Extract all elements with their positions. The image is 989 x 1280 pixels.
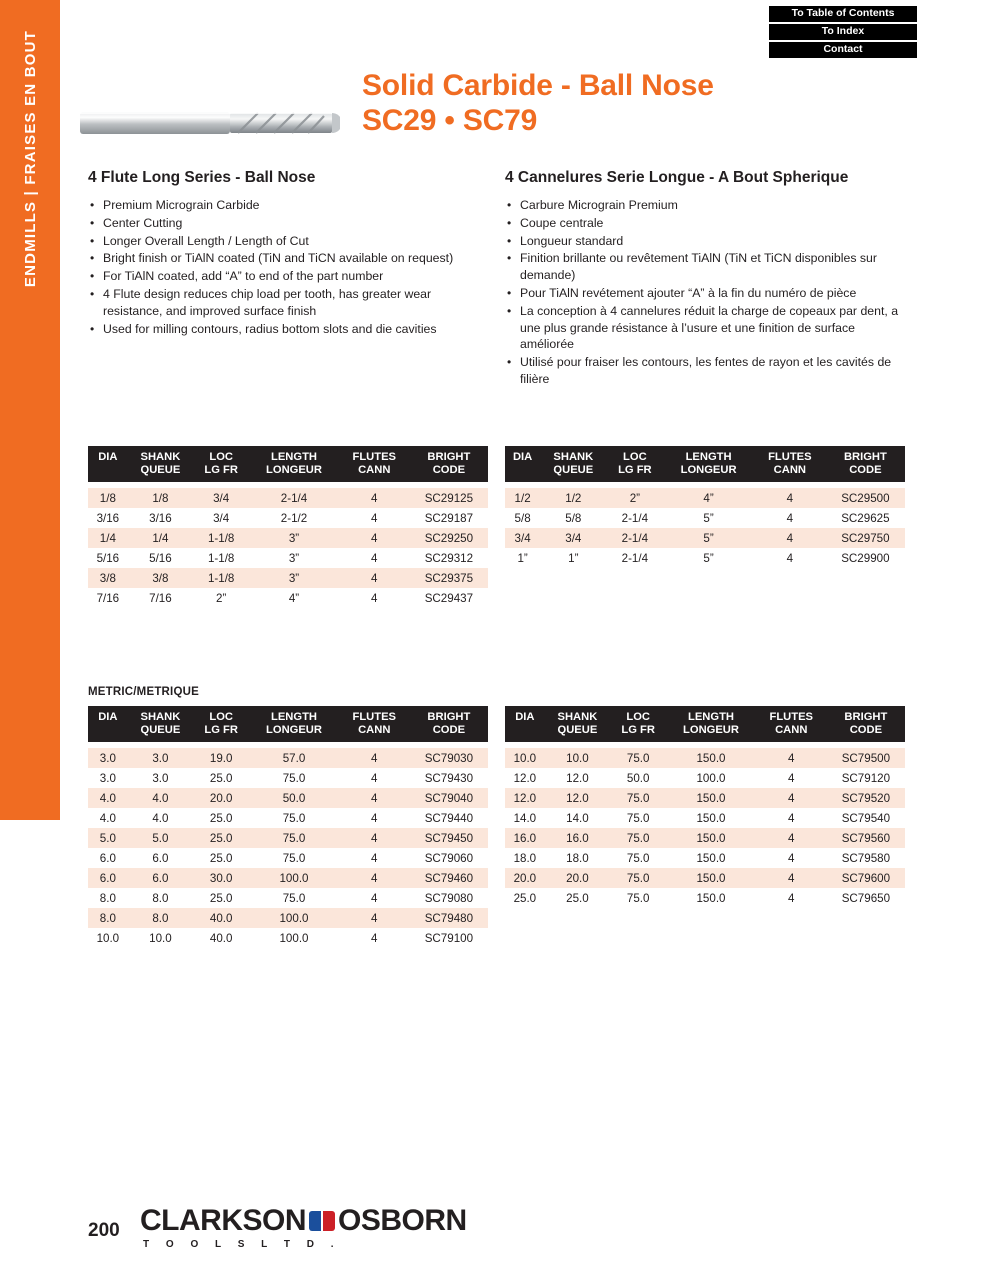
table-cell: 4 bbox=[339, 528, 410, 548]
table-cell: 20.0 bbox=[193, 788, 249, 808]
metric-table-left bbox=[88, 706, 488, 948]
column-header: DIA bbox=[88, 706, 128, 742]
list-item: • Pour TiAlN revétement ajouter “A” à la fin du numéro de pièce bbox=[505, 285, 905, 302]
table-row bbox=[88, 508, 488, 528]
list-item: • Carbure Micrograin Premium bbox=[505, 197, 905, 214]
ball-nose-endmill-photo bbox=[80, 100, 340, 146]
list-item: • Finition brillante ou revêtement TiAlN (TiN et TiCN disponibles sur demande) bbox=[505, 250, 905, 284]
table-cell: 57.0 bbox=[249, 748, 339, 768]
table-cell: 1/4 bbox=[128, 528, 193, 548]
table-cell: 16.0 bbox=[545, 828, 610, 848]
table-cell: 2” bbox=[606, 488, 663, 508]
table-cell: 150.0 bbox=[666, 828, 756, 848]
table-cell: 4 bbox=[788, 851, 795, 865]
table-cell: 4.0 bbox=[152, 811, 169, 825]
table-cell: 75.0 bbox=[282, 771, 306, 785]
table-cell: 10.0 bbox=[96, 931, 120, 945]
table-cell: 10.0 bbox=[149, 931, 172, 945]
table-row bbox=[88, 768, 488, 788]
table-cell: 150.0 bbox=[666, 748, 756, 768]
page-number: 200 bbox=[88, 1220, 120, 1241]
table-cell: 8.0 bbox=[88, 908, 128, 928]
column-header: SHANK QUEUE bbox=[128, 446, 193, 482]
table-header-row bbox=[505, 446, 905, 482]
table-cell: 8.0 bbox=[152, 891, 169, 905]
table-cell: SC79060 bbox=[424, 851, 474, 865]
table-row bbox=[88, 848, 488, 868]
table-cell: 4 bbox=[371, 931, 378, 945]
table-cell: 75.0 bbox=[610, 788, 666, 808]
table-cell: 4 bbox=[339, 568, 410, 588]
table-cell: 100.0 bbox=[249, 868, 339, 888]
table-cell: 75.0 bbox=[626, 851, 650, 865]
table-cell: 25.0 bbox=[513, 891, 537, 905]
table-cell: 18.0 bbox=[513, 851, 537, 865]
table-cell: 1-1/8 bbox=[193, 568, 249, 588]
nav-to-table-of-contents[interactable]: To Table of Contents bbox=[769, 6, 917, 22]
table-cell: 5/16 bbox=[96, 551, 120, 565]
table-cell: 7/16 bbox=[149, 591, 172, 605]
table-cell: 4 bbox=[371, 851, 378, 865]
table-row bbox=[88, 488, 488, 508]
table-cell: 3/4 bbox=[213, 511, 230, 525]
table-row bbox=[88, 568, 488, 588]
logo-text-right: OSBORN bbox=[338, 1204, 467, 1237]
table-cell: 3/4 bbox=[505, 528, 540, 548]
table-row bbox=[505, 488, 905, 508]
table-cell: 2-1/4 bbox=[621, 511, 649, 525]
english-description-column bbox=[88, 168, 488, 338]
table-row bbox=[505, 868, 905, 888]
table-cell: 25.0 bbox=[209, 811, 233, 825]
table-row bbox=[88, 588, 488, 608]
column-header: FLUTES CANN bbox=[754, 446, 826, 482]
table-cell: 75.0 bbox=[610, 828, 666, 848]
table-cell: SC79460 bbox=[410, 868, 488, 888]
column-header: LENGTH LONGEUR bbox=[663, 446, 754, 482]
table-cell: 40.0 bbox=[209, 931, 233, 945]
table-cell: 75.0 bbox=[610, 748, 666, 768]
table-cell: SC79500 bbox=[827, 748, 905, 768]
table-cell: 4 bbox=[371, 771, 378, 785]
table-cell: 100.0 bbox=[279, 931, 309, 945]
table-row bbox=[505, 748, 905, 768]
table-cell: 25.0 bbox=[209, 771, 233, 785]
table-cell: 2-1/2 bbox=[280, 511, 308, 525]
nav-to-index[interactable]: To Index bbox=[769, 24, 917, 40]
french-bullet-list bbox=[505, 197, 905, 388]
table-cell: 4 bbox=[339, 748, 410, 768]
table-cell: SC29312 bbox=[424, 551, 474, 565]
column-header: FLUTES CANN bbox=[339, 446, 410, 482]
table-cell: 6.0 bbox=[99, 851, 116, 865]
table-row bbox=[88, 928, 488, 948]
column-header: LOC LG FR bbox=[193, 706, 249, 742]
table-row bbox=[88, 528, 488, 548]
table-cell: 19.0 bbox=[193, 748, 249, 768]
english-bullet-list bbox=[88, 197, 488, 337]
table-cell: SC79520 bbox=[827, 788, 905, 808]
table-cell: 3” bbox=[249, 528, 339, 548]
table-cell: 3.0 bbox=[99, 771, 116, 785]
table-cell: 4 bbox=[339, 908, 410, 928]
table-row bbox=[505, 788, 905, 808]
top-navigation bbox=[769, 6, 917, 58]
list-item: • La conception à 4 cannelures réduit la charge de copeaux par dent, a une plus grande résistance à l’usure et une finition de surface améliorée bbox=[505, 303, 905, 353]
table-row bbox=[88, 868, 488, 888]
table-cell: SC29375 bbox=[410, 568, 488, 588]
table-cell: 4 bbox=[371, 591, 378, 605]
list-item: • Utilisé pour fraiser les contours, les fentes de rayon et les cavités de filière bbox=[505, 354, 905, 388]
table-cell: 25.0 bbox=[209, 891, 233, 905]
column-header: LENGTH LONGEUR bbox=[666, 706, 756, 742]
table-cell: 150.0 bbox=[666, 868, 756, 888]
table-header-row bbox=[88, 706, 488, 742]
column-header: SHANK QUEUE bbox=[545, 706, 610, 742]
table-cell: 4.0 bbox=[88, 788, 128, 808]
table-cell: 1/2 bbox=[540, 488, 606, 508]
page-title-line2: SC29 • SC79 bbox=[362, 104, 538, 137]
table-cell: 6.0 bbox=[88, 868, 128, 888]
table-cell: 1-1/8 bbox=[207, 551, 235, 565]
table-cell: 5” bbox=[663, 528, 754, 548]
column-header: LENGTH LONGEUR bbox=[249, 446, 339, 482]
table-cell: 14.0 bbox=[566, 811, 589, 825]
table-cell: 4 bbox=[754, 488, 826, 508]
table-cell: 12.0 bbox=[505, 788, 545, 808]
metric-table-right bbox=[505, 706, 905, 908]
table-cell: 4 bbox=[756, 748, 827, 768]
table-cell: 150.0 bbox=[696, 851, 726, 865]
table-row bbox=[505, 768, 905, 788]
table-cell: 6.0 bbox=[152, 851, 169, 865]
table-header-row bbox=[505, 706, 905, 742]
page-title bbox=[362, 68, 714, 138]
table-cell: 5/8 bbox=[565, 511, 582, 525]
table-row bbox=[88, 808, 488, 828]
list-item: • Premium Micrograin Carbide bbox=[88, 197, 488, 214]
table-cell: 4 bbox=[754, 528, 826, 548]
table-cell: 50.0 bbox=[626, 771, 650, 785]
table-cell: 10.0 bbox=[505, 748, 545, 768]
table-cell: 3/4 bbox=[540, 528, 606, 548]
column-header: DIA bbox=[88, 446, 128, 482]
table-cell: 4 bbox=[339, 788, 410, 808]
table-cell: SC79650 bbox=[841, 891, 891, 905]
column-header: SHANK QUEUE bbox=[128, 706, 193, 742]
table-cell: 5/8 bbox=[514, 511, 531, 525]
table-cell: 3/8 bbox=[88, 568, 128, 588]
list-item: • 4 Flute design reduces chip load per tooth, has greater wear resistance, and improved surface finish bbox=[88, 286, 488, 320]
table-cell: 6.0 bbox=[128, 868, 193, 888]
table-cell: 5” bbox=[703, 551, 714, 565]
table-cell: 4 bbox=[371, 511, 378, 525]
table-cell: 4 bbox=[756, 868, 827, 888]
table-row bbox=[505, 848, 905, 868]
table-cell: 150.0 bbox=[666, 788, 756, 808]
table-cell: 3/16 bbox=[149, 511, 172, 525]
table-cell: SC79120 bbox=[841, 771, 891, 785]
column-header: BRIGHT CODE bbox=[827, 706, 905, 742]
column-header: LOC LG FR bbox=[193, 446, 249, 482]
table-cell: 100.0 bbox=[249, 908, 339, 928]
table-cell: 18.0 bbox=[566, 851, 589, 865]
table-cell: 150.0 bbox=[696, 891, 726, 905]
table-row bbox=[88, 548, 488, 568]
list-item: • Longer Overall Length / Length of Cut bbox=[88, 233, 488, 250]
table-cell: 8.0 bbox=[128, 908, 193, 928]
list-item: • Longueur standard bbox=[505, 233, 905, 250]
table-cell: 75.0 bbox=[282, 851, 306, 865]
logo-wordmark bbox=[140, 1204, 470, 1238]
table-cell: 5.0 bbox=[88, 828, 128, 848]
table-cell: 16.0 bbox=[505, 828, 545, 848]
table-cell: 2-1/4 bbox=[249, 488, 339, 508]
table-cell: SC79600 bbox=[827, 868, 905, 888]
table-cell: 3” bbox=[249, 568, 339, 588]
table-cell: 4.0 bbox=[99, 811, 116, 825]
table-cell: SC29187 bbox=[424, 511, 474, 525]
table-cell: 3” bbox=[288, 551, 300, 565]
table-cell: 4 bbox=[756, 788, 827, 808]
table-cell: 1” bbox=[517, 551, 528, 565]
table-cell: 3/16 bbox=[96, 511, 120, 525]
column-header: LENGTH LONGEUR bbox=[249, 706, 339, 742]
table-cell: SC79100 bbox=[424, 931, 474, 945]
french-heading: 4 Cannelures Serie Longue - A Bout Spherique bbox=[505, 169, 849, 186]
table-cell: 1/2 bbox=[505, 488, 540, 508]
imperial-table-right bbox=[505, 446, 905, 568]
table-cell: 25.0 bbox=[209, 851, 233, 865]
column-header: LOC LG FR bbox=[610, 706, 666, 742]
table-cell: 3.0 bbox=[152, 771, 169, 785]
list-item: • Used for milling contours, radius bottom slots and die cavities bbox=[88, 321, 488, 338]
table-cell: SC79580 bbox=[841, 851, 891, 865]
table-cell: 4 bbox=[339, 828, 410, 848]
table-cell: 4 bbox=[786, 551, 794, 565]
table-cell: SC29625 bbox=[841, 511, 890, 525]
table-cell: SC29437 bbox=[424, 591, 474, 605]
table-cell: SC79560 bbox=[827, 828, 905, 848]
sidebar-label: ENDMILLS | FRAISES EN BOUT bbox=[21, 30, 39, 288]
column-header: LOC LG FR bbox=[606, 446, 663, 482]
table-cell: 150.0 bbox=[696, 811, 726, 825]
table-cell: 5.0 bbox=[128, 828, 193, 848]
table-cell: SC79040 bbox=[410, 788, 488, 808]
column-header: BRIGHT CODE bbox=[826, 446, 905, 482]
table-cell: 4” bbox=[663, 488, 754, 508]
table-cell: SC29125 bbox=[410, 488, 488, 508]
table-cell: 3/8 bbox=[128, 568, 193, 588]
table-cell: 75.0 bbox=[626, 891, 650, 905]
company-logo bbox=[140, 1204, 470, 1250]
table-row bbox=[505, 808, 905, 828]
column-header: SHANK QUEUE bbox=[540, 446, 606, 482]
table-cell: SC79080 bbox=[424, 891, 474, 905]
spec-table bbox=[505, 706, 905, 908]
spec-table bbox=[505, 446, 905, 568]
imperial-table-left bbox=[88, 446, 488, 608]
table-cell: 12.0 bbox=[545, 788, 610, 808]
table-cell: 100.0 bbox=[696, 771, 726, 785]
column-header: BRIGHT CODE bbox=[410, 446, 488, 482]
table-cell: 4 bbox=[788, 891, 795, 905]
table-cell: SC79480 bbox=[410, 908, 488, 928]
table-cell: 1/8 bbox=[88, 488, 128, 508]
table-cell: 20.0 bbox=[545, 868, 610, 888]
list-item: • Coupe centrale bbox=[505, 215, 905, 232]
table-cell: 2” bbox=[216, 591, 227, 605]
table-cell: 4 bbox=[339, 868, 410, 888]
table-cell: 3.0 bbox=[128, 748, 193, 768]
table-cell: 75.0 bbox=[626, 811, 650, 825]
table-cell: 1/8 bbox=[128, 488, 193, 508]
logo-tagline: T O O L S L T D . bbox=[143, 1239, 341, 1250]
table-cell: 50.0 bbox=[249, 788, 339, 808]
table-row bbox=[88, 888, 488, 908]
sidebar-orange-bar bbox=[0, 0, 60, 820]
table-row bbox=[505, 548, 905, 568]
table-cell: 25.0 bbox=[566, 891, 589, 905]
table-cell: 5” bbox=[703, 511, 714, 525]
table-cell: 3.0 bbox=[88, 748, 128, 768]
table-cell: 4.0 bbox=[128, 788, 193, 808]
table-cell: 25.0 bbox=[193, 828, 249, 848]
column-header: BRIGHT CODE bbox=[410, 706, 488, 742]
list-item: • Center Cutting bbox=[88, 215, 488, 232]
logo-text-left: CLARKSON bbox=[140, 1204, 306, 1237]
table-cell: 20.0 bbox=[505, 868, 545, 888]
french-description-column bbox=[505, 168, 905, 389]
table-cell: 3/4 bbox=[193, 488, 249, 508]
spec-table bbox=[88, 706, 488, 948]
table-cell: SC79450 bbox=[410, 828, 488, 848]
column-header: DIA bbox=[505, 446, 540, 482]
table-row bbox=[88, 748, 488, 768]
column-header: FLUTES CANN bbox=[339, 706, 410, 742]
table-cell: 40.0 bbox=[193, 908, 249, 928]
list-item: • For TiAlN coated, add “A” to end of the part number bbox=[88, 268, 488, 285]
table-cell: 4 bbox=[371, 891, 378, 905]
table-cell: 2-1/4 bbox=[621, 551, 649, 565]
table-cell: 1” bbox=[568, 551, 579, 565]
table-cell: 2-1/4 bbox=[606, 528, 663, 548]
table-cell: 4 bbox=[788, 811, 795, 825]
table-row bbox=[88, 908, 488, 928]
table-cell: SC79030 bbox=[410, 748, 488, 768]
table-cell: SC29250 bbox=[410, 528, 488, 548]
table-cell: 10.0 bbox=[545, 748, 610, 768]
table-cell: 12.0 bbox=[566, 771, 589, 785]
table-cell: 4 bbox=[788, 771, 795, 785]
table-cell: 7/16 bbox=[96, 591, 120, 605]
table-cell: SC79440 bbox=[424, 811, 474, 825]
column-header: FLUTES CANN bbox=[756, 706, 827, 742]
english-heading: 4 Flute Long Series - Ball Nose bbox=[88, 169, 316, 186]
table-cell: 75.0 bbox=[610, 868, 666, 888]
table-cell: SC29900 bbox=[841, 551, 890, 565]
table-cell: 12.0 bbox=[513, 771, 537, 785]
list-item: • Bright finish or TiAlN coated (TiN and TiCN available on request) bbox=[88, 250, 488, 267]
table-cell: 5/16 bbox=[149, 551, 172, 565]
table-cell: 8.0 bbox=[99, 891, 116, 905]
table-cell: 1-1/8 bbox=[193, 528, 249, 548]
spec-table bbox=[88, 446, 488, 608]
table-header-row bbox=[88, 446, 488, 482]
table-cell: 75.0 bbox=[282, 811, 306, 825]
table-cell: 75.0 bbox=[249, 828, 339, 848]
table-cell: 1/4 bbox=[88, 528, 128, 548]
table-cell: SC79430 bbox=[424, 771, 474, 785]
table-cell: 14.0 bbox=[513, 811, 537, 825]
nav-contact[interactable]: Contact bbox=[769, 42, 917, 58]
table-row bbox=[88, 788, 488, 808]
table-cell: 4 bbox=[371, 811, 378, 825]
table-row bbox=[505, 828, 905, 848]
table-row bbox=[88, 828, 488, 848]
table-cell: 4 bbox=[786, 511, 794, 525]
table-cell: 30.0 bbox=[193, 868, 249, 888]
table-cell: 75.0 bbox=[282, 891, 306, 905]
table-cell: 4 bbox=[339, 488, 410, 508]
table-cell: 4 bbox=[371, 551, 378, 565]
table-row bbox=[505, 508, 905, 528]
logo-mark-icon bbox=[309, 1209, 335, 1233]
page-title-line1: Solid Carbide - Ball Nose bbox=[362, 69, 714, 102]
table-cell: 4” bbox=[288, 591, 300, 605]
table-cell: SC29500 bbox=[826, 488, 905, 508]
table-cell: SC29750 bbox=[826, 528, 905, 548]
table-cell: 4 bbox=[756, 828, 827, 848]
column-header: DIA bbox=[505, 706, 545, 742]
table-cell: SC79540 bbox=[841, 811, 891, 825]
table-row bbox=[505, 888, 905, 908]
table-row bbox=[505, 528, 905, 548]
metric-section-label: METRIC/METRIQUE bbox=[88, 686, 199, 698]
